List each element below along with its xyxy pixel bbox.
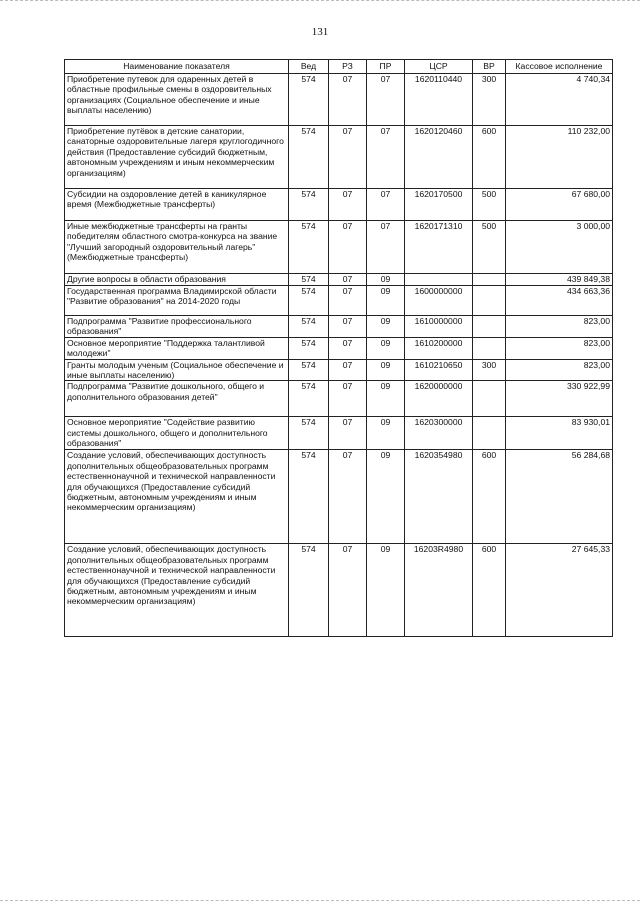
cell-rz: 07: [329, 316, 367, 338]
cell-pr: 09: [367, 337, 405, 359]
page-number: 131: [311, 26, 329, 38]
cell-csr: 1610200000: [405, 337, 473, 359]
cell-rz: 07: [329, 126, 367, 189]
cell-csr: 1610000000: [405, 316, 473, 338]
table-row: [65, 450, 613, 544]
cell-rz: 07: [329, 381, 367, 417]
cell-vr: 600: [473, 544, 506, 637]
table-row: [65, 544, 613, 637]
header-pr: ПР: [367, 60, 405, 74]
table-row: [65, 381, 613, 417]
cell-indicator-name: Гранты молодым ученым (Социальное обеспечение и иные выплаты населению): [65, 359, 289, 381]
cell-cash-execution: 330 922,99: [506, 381, 613, 417]
cell-csr: 1620170500: [405, 189, 473, 221]
table-row: [65, 126, 613, 189]
cell-indicator-name: Другие вопросы в области образования: [65, 274, 289, 286]
cell-pr: 07: [367, 221, 405, 274]
cell-ved: 574: [289, 359, 329, 381]
table-header-row: [65, 60, 613, 74]
cell-indicator-name: Иные межбюджетные трансферты на гранты победителям областного смотра-конкурса на звание "Лучший загородный оздоровительный лагерь" (Межбюджетные трансферты): [65, 221, 289, 274]
cell-indicator-name: Государственная программа Владимирской области "Развитие образования" на 2014-2020 годы: [65, 286, 289, 316]
header-ved: Вед: [289, 60, 329, 74]
cell-csr: 1620110440: [405, 74, 473, 126]
cell-ved: 574: [289, 126, 329, 189]
table-row: [65, 359, 613, 381]
cell-indicator-name: Создание условий, обеспечивающих доступность дополнительных общеобразовательных программ естественнонаучной и технической направленности для обучающихся (Предоставление субсидий бюджетным, автономным учреждениям и иным некоммерческим организациям): [65, 450, 289, 544]
cell-indicator-name: Приобретение путевок для одаренных детей в областные профильные смены в оздоровительных организациях (Социальное обеспечение и иные выплаты населению): [65, 74, 289, 126]
cell-vr: 500: [473, 221, 506, 274]
cell-rz: 07: [329, 74, 367, 126]
cell-ved: 574: [289, 189, 329, 221]
cell-ved: 574: [289, 274, 329, 286]
cell-pr: 09: [367, 381, 405, 417]
cell-vr: [473, 417, 506, 450]
cell-csr: 1620354980: [405, 450, 473, 544]
cell-ved: 574: [289, 544, 329, 637]
cell-vr: 600: [473, 450, 506, 544]
table-row: [65, 274, 613, 286]
cell-cash-execution: 434 663,36: [506, 286, 613, 316]
cell-pr: 09: [367, 359, 405, 381]
cell-indicator-name: Субсидии на оздоровление детей в каникулярное время (Межбюджетные трансферты): [65, 189, 289, 221]
cell-cash-execution: 27 645,33: [506, 544, 613, 637]
cell-rz: 07: [329, 189, 367, 221]
cell-vr: [473, 286, 506, 316]
cell-indicator-name: Подпрограмма "Развитие профессионального образования": [65, 316, 289, 338]
cell-vr: [473, 337, 506, 359]
cell-csr: 1600000000: [405, 286, 473, 316]
cell-ved: 574: [289, 74, 329, 126]
cell-vr: 500: [473, 189, 506, 221]
cell-indicator-name: Приобретение путёвок в детские санатории, санаторные оздоровительные лагеря круглогодичного действия (Предоставление субсидий бюджетным, автономным учреждениям и иным некоммерческим организациям): [65, 126, 289, 189]
cell-cash-execution: 439 849,38: [506, 274, 613, 286]
cell-csr: 1620300000: [405, 417, 473, 450]
cell-ved: 574: [289, 381, 329, 417]
cell-cash-execution: 823,00: [506, 359, 613, 381]
cell-ved: 574: [289, 316, 329, 338]
cell-csr: 1610210650: [405, 359, 473, 381]
table-row: [65, 189, 613, 221]
header-cash-execution: Кассовое исполнение: [506, 60, 613, 74]
header-vr: ВР: [473, 60, 506, 74]
cell-pr: 09: [367, 450, 405, 544]
table-row: [65, 417, 613, 450]
cell-cash-execution: 56 284,68: [506, 450, 613, 544]
cell-cash-execution: 4 740,34: [506, 74, 613, 126]
cell-rz: 07: [329, 544, 367, 637]
header-indicator-name: Наименование показателя: [65, 60, 289, 74]
scan-edge-top: [0, 0, 640, 3]
cell-vr: 300: [473, 74, 506, 126]
cell-pr: 09: [367, 417, 405, 450]
cell-indicator-name: Основное мероприятие "Содействие развитию системы дошкольного, общего и дополнительного образования": [65, 417, 289, 450]
cell-pr: 07: [367, 126, 405, 189]
cell-cash-execution: 823,00: [506, 316, 613, 338]
cell-pr: 09: [367, 286, 405, 316]
cell-cash-execution: 823,00: [506, 337, 613, 359]
cell-vr: [473, 316, 506, 338]
cell-csr: 1620171310: [405, 221, 473, 274]
cell-ved: 574: [289, 450, 329, 544]
table-row: [65, 221, 613, 274]
cell-pr: 07: [367, 74, 405, 126]
table-body: [65, 74, 613, 637]
table-row: [65, 316, 613, 338]
cell-csr: 1620000000: [405, 381, 473, 417]
cell-rz: 07: [329, 286, 367, 316]
cell-ved: 574: [289, 221, 329, 274]
cell-rz: 07: [329, 417, 367, 450]
cell-pr: 09: [367, 316, 405, 338]
cell-rz: 07: [329, 359, 367, 381]
cell-cash-execution: 67 680,00: [506, 189, 613, 221]
cell-rz: 07: [329, 337, 367, 359]
cell-rz: 07: [329, 221, 367, 274]
cell-indicator-name: Создание условий, обеспечивающих доступность дополнительных общеобразовательных программ естественнонаучной и технической направленности для обучающихся (Предоставление субсидий бюджетным, автономным учреждениям и иным некоммерческим организациям): [65, 544, 289, 637]
cell-ved: 574: [289, 337, 329, 359]
cell-cash-execution: 3 000,00: [506, 221, 613, 274]
cell-pr: 09: [367, 544, 405, 637]
table-row: [65, 286, 613, 316]
cell-cash-execution: 110 232,00: [506, 126, 613, 189]
cell-cash-execution: 83 930,01: [506, 417, 613, 450]
header-rz: РЗ: [329, 60, 367, 74]
cell-vr: 600: [473, 126, 506, 189]
cell-ved: 574: [289, 417, 329, 450]
cell-vr: [473, 274, 506, 286]
table-row: [65, 74, 613, 126]
cell-rz: 07: [329, 274, 367, 286]
cell-rz: 07: [329, 450, 367, 544]
cell-csr: 16203R4980: [405, 544, 473, 637]
scan-edge-bottom: [0, 900, 640, 903]
cell-indicator-name: Подпрограмма "Развитие дошкольного, общего и дополнительного образования детей": [65, 381, 289, 417]
cell-pr: 07: [367, 189, 405, 221]
cell-indicator-name: Основное мероприятие "Поддержка талантливой молодежи": [65, 337, 289, 359]
budget-execution-table: [64, 59, 613, 637]
cell-ved: 574: [289, 286, 329, 316]
header-csr: ЦСР: [405, 60, 473, 74]
cell-vr: [473, 381, 506, 417]
cell-csr: [405, 274, 473, 286]
cell-vr: 300: [473, 359, 506, 381]
table-row: [65, 337, 613, 359]
cell-pr: 09: [367, 274, 405, 286]
cell-csr: 1620120460: [405, 126, 473, 189]
